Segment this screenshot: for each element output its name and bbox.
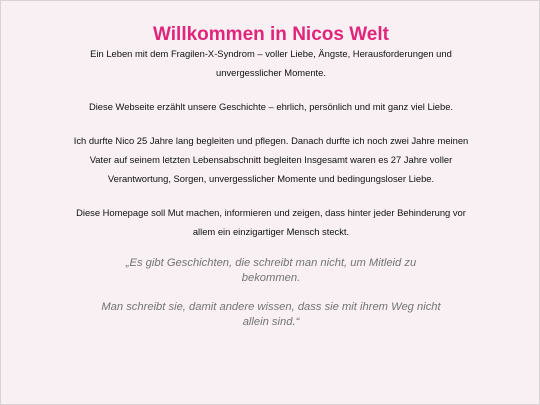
intro-paragraph-1: Ein Leben mit dem Fragilen-X-Syndrom – voller Liebe, Ängste, Herausforderungen und unvergesslicher Momente. [90, 48, 452, 78]
intro-paragraph-3: Ich durfte Nico 25 Jahre lang begleiten und pflegen. Danach durfte ich noch zwei Jahre meinen Vater auf seinem letzten Lebensabschnitt begleiten Insgesamt waren es 27 Jahre voller Verantwortung, Sorgen, unvergesslicher Momente und bedingungsloser Liebe. [73, 135, 469, 184]
quote-line-1: „Es gibt Geschichten, die schreibt man nicht, um Mitleid zu bekommen. [125, 257, 417, 284]
page-title: Willkommen in Nicos Welt [153, 23, 389, 45]
quote-line-2: Man schreibt sie, damit andere wissen, dass sie mit ihrem Weg nicht allein sind.“ [101, 301, 441, 328]
intro-paragraph-4: Diese Homepage soll Mut machen, informieren und zeigen, dass hinter jeder Behinderung vor allem ein einzigartiger Mensch steckt. [76, 207, 466, 237]
intro-paragraph-2: Diese Webseite erzählt unsere Geschichte – ehrlich, persönlich und mit ganz viel Liebe. [88, 101, 454, 112]
intro-section [71, 44, 471, 256]
quote-block [96, 256, 446, 344]
